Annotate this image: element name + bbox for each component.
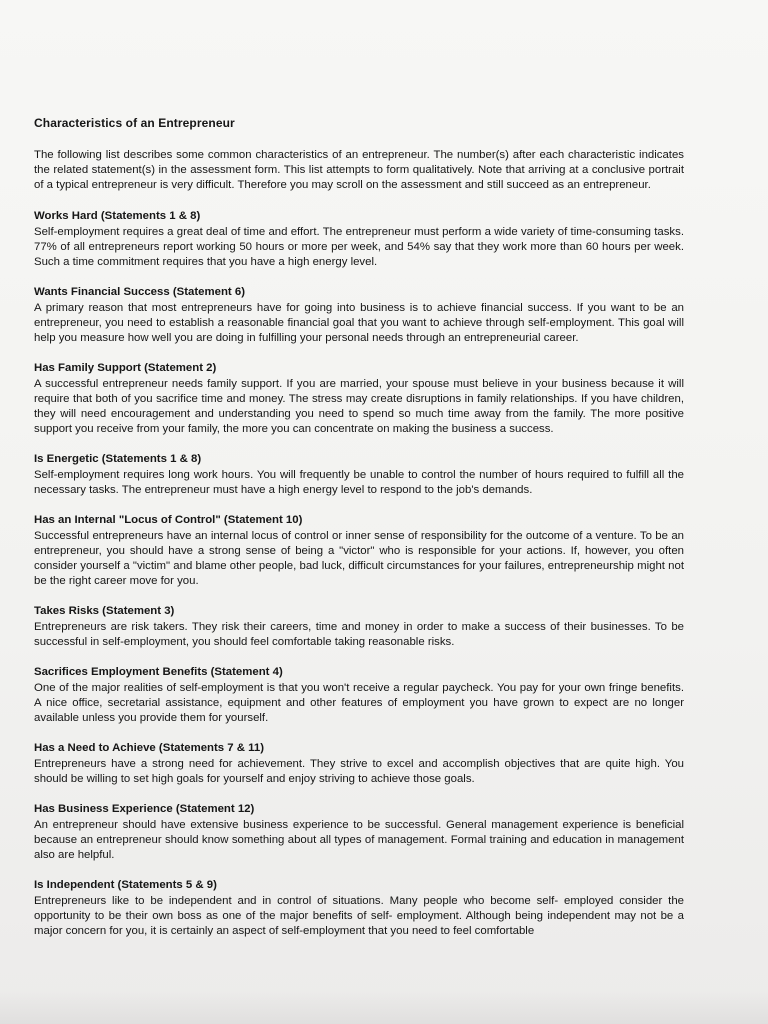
scan-shadow-edge <box>0 990 768 1024</box>
section-is-independent <box>34 879 684 939</box>
section-title: Wants Financial Success (Statement 6) <box>34 286 245 298</box>
document-title: Characteristics of an Entrepreneur <box>34 116 235 130</box>
section-body: A primary reason that most entrepreneurs have for going into business is to achieve financial success. If you want to be an entrepreneur, you need to establish a reasonable financial goal that you want to achieve through self-employment. This goal will help you measure how well you are doing in fulfilling your personal needs through an entrepreneurial career. <box>34 302 684 344</box>
section-body: Entrepreneurs are risk takers. They risk their careers, time and money in order to make a success of their businesses. To be successful in self-employment, you should feel comfortable taking reasonable risks. <box>34 621 684 648</box>
section-internal-locus-of-control <box>34 514 684 589</box>
section-title: Has an Internal "Locus of Control" (Statement 10) <box>34 514 303 526</box>
section-title: Has Family Support (Statement 2) <box>34 362 217 374</box>
section-body: Self-employment requires long work hours. You will frequently be unable to control the number of hours required to fulfill all the necessary tasks. The entrepreneur must have a high energy level to respond to the job's demands. <box>34 469 684 496</box>
document-body <box>34 116 684 955</box>
section-title: Is Independent (Statements 5 & 9) <box>34 879 217 891</box>
section-wants-financial-success <box>34 286 684 346</box>
section-takes-risks <box>34 605 684 650</box>
section-works-hard <box>34 210 684 270</box>
section-has-family-support <box>34 362 684 437</box>
section-title: Sacrifices Employment Benefits (Statement 4) <box>34 666 283 678</box>
section-body: One of the major realities of self-employment is that you won't receive a regular paycheck. You pay for your own fringe benefits. A nice office, secretarial assistance, equipment and other features of employment you have grown to expect are no longer available unless you provide them for yourself. <box>34 682 684 724</box>
section-need-to-achieve <box>34 742 684 787</box>
section-title: Has Business Experience (Statement 12) <box>34 803 255 815</box>
section-is-energetic <box>34 453 684 498</box>
intro-paragraph: The following list describes some common characteristics of an entrepreneur. The number(s) after each characteristic indicates the related statement(s) in the assessment form. This list attempts to form qualitatively. Note that arriving at a conclusive portrait of a typical entrepreneur is very difficult. Therefore you may scroll on the assessment and still succeed as an entrepreneur. <box>34 149 684 191</box>
section-title: Has a Need to Achieve (Statements 7 & 11) <box>34 742 265 754</box>
section-business-experience <box>34 803 684 863</box>
section-title: Works Hard (Statements 1 & 8) <box>34 210 201 222</box>
section-body: Entrepreneurs like to be independent and in control of situations. Many people who become self- employed consider the opportunity to be their own boss as one of the major benefits of self- employment. Although being independent may not be a major concern for you, it is certainly an aspect of self-employment that you need to feel comfortable <box>34 895 684 937</box>
section-sacrifices-employment-benefits <box>34 666 684 726</box>
section-title: Is Energetic (Statements 1 & 8) <box>34 453 202 465</box>
section-body: Self-employment requires a great deal of time and effort. The entrepreneur must perform a wide variety of time-consuming tasks. 77% of all entrepreneurs report working 50 hours or more per week, and 54% say that they work more than 60 hours per week. Such a time commitment requires that you have a high energy level. <box>34 226 684 268</box>
section-title: Takes Risks (Statement 3) <box>34 605 175 617</box>
section-body: Successful entrepreneurs have an internal locus of control or inner sense of responsibility for the outcome of a venture. To be an entrepreneur, you should have a strong sense of being a "victor" who is responsible for your actions. If, however, you often consider yourself a "victim" and blame other people, bad luck, difficult circumstances for your failures, entrepreneurship might not be the right career move for you. <box>34 530 684 587</box>
section-body: A successful entrepreneur needs family support. If you are married, your spouse must believe in your business because it will require that both of you sacrifice time and money. The stress may create disruptions in family relationships. If you have children, they will need encouragement and understanding you need to spend so much time away from the family. The more positive support you receive from your family, the more you can concentrate on making the business a success. <box>34 378 684 435</box>
section-body: An entrepreneur should have extensive business experience to be successful. General management experience is beneficial because an entrepreneur should know something about all types of management. Formal training and education in management also are helpful. <box>34 819 684 861</box>
section-body: Entrepreneurs have a strong need for achievement. They strive to excel and accomplish objectives that are quite high. You should be willing to set high goals for yourself and enjoy striving to achieve those goals. <box>34 758 684 785</box>
